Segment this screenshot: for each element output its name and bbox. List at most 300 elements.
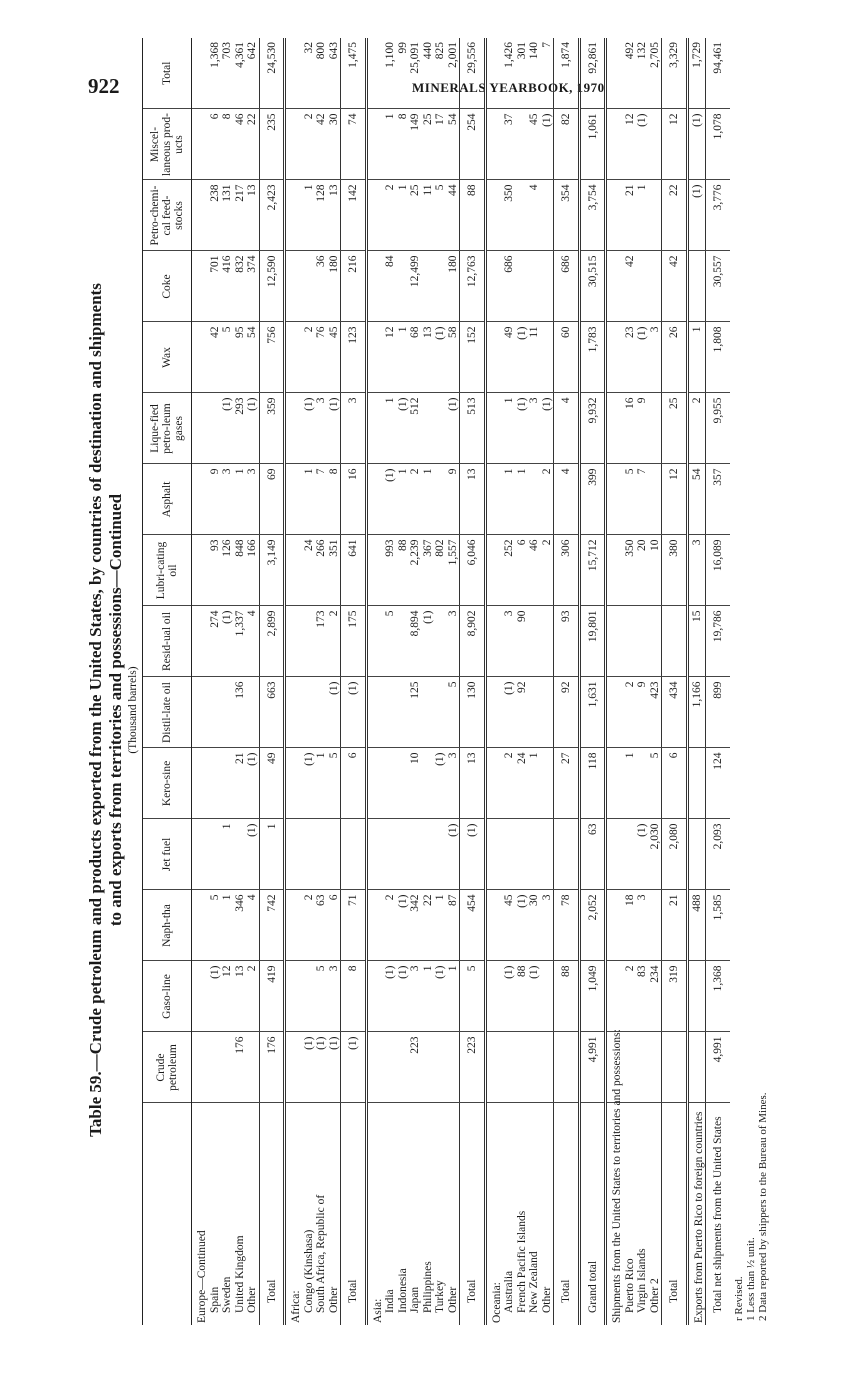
- table-cell: [485, 322, 503, 393]
- table-cell: 234: [649, 961, 662, 1032]
- table-cell: 2,030: [649, 819, 662, 890]
- table-cell: [303, 251, 316, 322]
- row-label: Philippines: [421, 1261, 434, 1313]
- table-cell: 2: [687, 393, 706, 464]
- table-cell: 17: [434, 109, 447, 180]
- table-cell: 1,368: [706, 961, 730, 1032]
- table-cell: 176: [259, 1032, 285, 1103]
- table-cell: 3: [528, 393, 541, 464]
- table-row: [447, 38, 460, 1325]
- row-label: Total: [554, 1103, 580, 1325]
- table-cell: 20: [636, 535, 649, 606]
- table-cell: 125: [409, 677, 422, 748]
- table-cell: 27: [554, 748, 580, 819]
- table-cell: 15,712: [579, 535, 606, 606]
- table-cell: [285, 890, 303, 961]
- row-label: United Kingdom: [233, 1235, 246, 1313]
- table-cell: [485, 251, 503, 322]
- column-header: Kero-sine: [143, 748, 192, 819]
- table-cell: 216: [341, 251, 367, 322]
- table-cell: 2,080: [662, 819, 688, 890]
- table-cell: 13: [460, 464, 486, 535]
- table-cell: (1): [341, 677, 367, 748]
- table-cell: [485, 535, 503, 606]
- table-cell: 1: [447, 961, 460, 1032]
- table-cell: (1): [503, 961, 516, 1032]
- table-cell: (1): [246, 748, 259, 819]
- table-row: [303, 38, 316, 1325]
- table-cell: 6: [328, 890, 341, 961]
- table-cell: 42: [662, 251, 688, 322]
- table-cell: 152: [460, 322, 486, 393]
- table-cell: (1): [246, 819, 259, 890]
- table-cell: 12,590: [259, 251, 285, 322]
- table-cell: 434: [662, 677, 688, 748]
- table-cell: 3: [447, 748, 460, 819]
- table-cell: 3,329: [662, 38, 688, 109]
- table-cell: [541, 961, 554, 1032]
- table-cell: [192, 677, 209, 748]
- table-cell: 1: [397, 322, 410, 393]
- table-cell: 686: [554, 251, 580, 322]
- table-cell: 13: [234, 961, 247, 1032]
- table-cell: [192, 890, 209, 961]
- table-cell: 3: [649, 322, 662, 393]
- table-cell: 3,776: [706, 180, 730, 251]
- table-cell: 10: [409, 748, 422, 819]
- table-cell: 13: [328, 180, 341, 251]
- table-cell: 1: [384, 109, 397, 180]
- table-cell: 24: [303, 535, 316, 606]
- table-cell: 5: [460, 961, 486, 1032]
- table-cell: 2: [541, 535, 554, 606]
- table-cell: 274: [209, 606, 222, 677]
- table-cell: (1): [397, 393, 410, 464]
- table-title-line-1: Table 59.—Crude petroleum and products exported from the United States, by countries of destination and shipments: [86, 283, 105, 1137]
- table-cell: 832: [234, 251, 247, 322]
- table-cell: [606, 677, 624, 748]
- table-cell: [384, 748, 397, 819]
- table-cell: 49: [503, 322, 516, 393]
- row-label: Other: [246, 1286, 258, 1313]
- row-label: Total: [341, 1103, 367, 1325]
- table-cell: 84: [384, 251, 397, 322]
- table-cell: 12: [662, 109, 688, 180]
- table-cell: (1): [384, 464, 397, 535]
- table-cell: 9,955: [706, 393, 730, 464]
- table-cell: 3: [541, 890, 554, 961]
- table-cell: 8,902: [460, 606, 486, 677]
- column-header: Wax: [143, 322, 192, 393]
- table-cell: 3: [315, 393, 328, 464]
- table-cell: [606, 890, 624, 961]
- table-cell: [192, 38, 209, 109]
- table-cell: 4: [554, 393, 580, 464]
- footnote: 1 Less than ½ unit.: [744, 1237, 757, 1321]
- table-cell: (1): [636, 322, 649, 393]
- table-cell: 25: [422, 109, 435, 180]
- table-cell: 21: [624, 180, 637, 251]
- table-cell: [422, 1032, 435, 1103]
- table-cell: 21: [662, 890, 688, 961]
- table-cell: 1: [315, 748, 328, 819]
- table-cell: 663: [259, 677, 285, 748]
- table-row: [606, 38, 624, 1325]
- table-cell: [528, 251, 541, 322]
- table-cell: [649, 464, 662, 535]
- table-cell: [303, 961, 316, 1032]
- table-cell: 2: [303, 322, 316, 393]
- row-label: Oceania:: [490, 1282, 503, 1323]
- table-row: [460, 38, 486, 1325]
- table-cell: [285, 393, 303, 464]
- column-header: Petro-chemi-cal feed-stocks: [143, 180, 192, 251]
- table-cell: 254: [460, 109, 486, 180]
- table-cell: 1: [303, 464, 316, 535]
- column-header: Resid-ual oil: [143, 606, 192, 677]
- table-cell: [422, 251, 435, 322]
- table-cell: 25: [662, 393, 688, 464]
- table-row: [259, 38, 285, 1325]
- table-cell: 1: [384, 393, 397, 464]
- row-label: Congo (Kinshasa): [302, 1229, 315, 1313]
- page-number: 922: [88, 74, 120, 98]
- column-header: Lubri-cating oil: [143, 535, 192, 606]
- table-cell: 2,239: [409, 535, 422, 606]
- table-cell: [366, 109, 384, 180]
- table-cell: 46: [528, 535, 541, 606]
- footnote: r Revised.: [732, 1276, 745, 1321]
- table-cell: 2,705: [649, 38, 662, 109]
- table-cell: [397, 819, 410, 890]
- table-cell: [485, 961, 503, 1032]
- table-cell: 416: [221, 251, 234, 322]
- table-cell: 49: [259, 748, 285, 819]
- table-cell: 45: [528, 109, 541, 180]
- table-cell: [209, 748, 222, 819]
- table-cell: [285, 677, 303, 748]
- table-cell: 2: [541, 464, 554, 535]
- table-cell: [366, 606, 384, 677]
- column-header: Lique-fied petro-leum gases: [143, 393, 192, 464]
- table-cell: 8: [328, 464, 341, 535]
- table-cell: 92,861: [579, 38, 606, 109]
- table-cell: 399: [579, 464, 606, 535]
- row-label: Total net shipments from the United States: [706, 1103, 730, 1325]
- table-cell: [516, 1032, 529, 1103]
- column-header: Asphalt: [143, 464, 192, 535]
- table-cell: 30: [528, 890, 541, 961]
- table-cell: [649, 251, 662, 322]
- table-cell: [528, 1032, 541, 1103]
- table-cell: 642: [246, 38, 259, 109]
- table-cell: 3: [409, 961, 422, 1032]
- table-cell: 3: [221, 464, 234, 535]
- table-cell: 44: [447, 180, 460, 251]
- table-cell: [649, 890, 662, 961]
- row-label: Other: [446, 1286, 459, 1313]
- table-cell: 1,426: [503, 38, 516, 109]
- table-cell: 235: [259, 109, 285, 180]
- table-cell: (1): [541, 393, 554, 464]
- table-cell: [422, 748, 435, 819]
- table-cell: [209, 1032, 222, 1103]
- column-header: Distil-late oil: [143, 677, 192, 748]
- table-row: [528, 38, 541, 1325]
- table-cell: [434, 1032, 447, 1103]
- table-cell: 1,100: [384, 38, 397, 109]
- table-cell: 686: [503, 251, 516, 322]
- table-cell: [366, 180, 384, 251]
- table-cell: (1): [516, 890, 529, 961]
- table-cell: (1): [687, 109, 706, 180]
- table-cell: 1,078: [706, 109, 730, 180]
- table-cell: [341, 819, 367, 890]
- table-cell: [606, 535, 624, 606]
- table-cell: 2: [624, 961, 637, 1032]
- table-row: [662, 38, 688, 1325]
- table-cell: 30,515: [579, 251, 606, 322]
- table-cell: 166: [246, 535, 259, 606]
- table-cell: 13: [460, 748, 486, 819]
- table-cell: 3: [328, 961, 341, 1032]
- table-cell: (1): [447, 819, 460, 890]
- table-cell: 5: [328, 748, 341, 819]
- table-cell: 22: [422, 890, 435, 961]
- table-cell: 87: [447, 890, 460, 961]
- table-cell: 9: [636, 393, 649, 464]
- table-cell: 18: [624, 890, 637, 961]
- table-row: [328, 38, 341, 1325]
- table-cell: [285, 1032, 303, 1103]
- table-cell: [624, 819, 637, 890]
- table-row: [341, 38, 367, 1325]
- table-row: [192, 38, 209, 1325]
- row-label: India: [384, 1289, 396, 1313]
- table-cell: 42: [209, 322, 222, 393]
- table-cell: 149: [409, 109, 422, 180]
- table-cell: 350: [624, 535, 637, 606]
- table-cell: 9: [636, 677, 649, 748]
- table-cell: [303, 677, 316, 748]
- table-cell: [192, 535, 209, 606]
- table-cell: [485, 677, 503, 748]
- table-cell: 22: [246, 109, 259, 180]
- table-cell: [384, 677, 397, 748]
- table-cell: [606, 464, 624, 535]
- table-cell: [528, 606, 541, 677]
- table-cell: 12,763: [460, 251, 486, 322]
- table-cell: [366, 38, 384, 109]
- table-cell: 367: [422, 535, 435, 606]
- row-label: Africa:: [290, 1290, 302, 1323]
- table-cell: [687, 819, 706, 890]
- table-cell: 306: [554, 535, 580, 606]
- table-cell: 252: [503, 535, 516, 606]
- table-cell: 1: [516, 464, 529, 535]
- table-cell: [541, 1032, 554, 1103]
- table-cell: 175: [341, 606, 367, 677]
- table-cell: [285, 251, 303, 322]
- table-cell: [541, 819, 554, 890]
- table-title-line-2: to and exports from territories and possessions—Continued: [106, 493, 125, 927]
- table-cell: 42: [315, 109, 328, 180]
- table-cell: 11: [422, 180, 435, 251]
- table-cell: 351: [328, 535, 341, 606]
- table-cell: 37: [503, 109, 516, 180]
- table-cell: 5: [315, 961, 328, 1032]
- table-cell: 180: [328, 251, 341, 322]
- table-cell: 4: [528, 180, 541, 251]
- table-cell: (1): [447, 393, 460, 464]
- table-cell: 131: [221, 180, 234, 251]
- table-cell: 8,894: [409, 606, 422, 677]
- table-cell: 380: [662, 535, 688, 606]
- row-label: Total: [662, 1103, 688, 1325]
- table-cell: 63: [579, 819, 606, 890]
- table-cell: (1): [328, 1032, 341, 1103]
- table-cell: 293: [234, 393, 247, 464]
- table-cell: 5: [447, 677, 460, 748]
- table-cell: 46: [234, 109, 247, 180]
- table-cell: [528, 677, 541, 748]
- row-label: Sweden: [221, 1276, 233, 1313]
- table-cell: [209, 819, 222, 890]
- table-cell: (1): [328, 393, 341, 464]
- table-cell: 2,093: [706, 819, 730, 890]
- table-cell: 63: [315, 890, 328, 961]
- table-row: [397, 38, 410, 1325]
- column-header: Total: [143, 38, 192, 109]
- table-cell: 3: [447, 606, 460, 677]
- table-cell: [606, 251, 624, 322]
- table-cell: [285, 109, 303, 180]
- table-cell: 5: [384, 606, 397, 677]
- column-header: Miscel-laneous prod-ucts: [143, 109, 192, 180]
- table-body: [192, 38, 730, 1325]
- table-cell: 92: [554, 677, 580, 748]
- table-cell: 350: [503, 180, 516, 251]
- table-cell: [315, 819, 328, 890]
- table-cell: 7: [315, 464, 328, 535]
- table-cell: [687, 251, 706, 322]
- table-cell: [528, 464, 541, 535]
- table-cell: [541, 180, 554, 251]
- table-cell: 359: [259, 393, 285, 464]
- column-header: Gaso-line: [143, 961, 192, 1032]
- row-label: South Africa, Republic of: [315, 1194, 327, 1313]
- table-cell: [422, 819, 435, 890]
- table-cell: 2: [328, 606, 341, 677]
- table-cell: [366, 819, 384, 890]
- table-cell: [397, 677, 410, 748]
- table-cell: (1): [303, 748, 316, 819]
- table-cell: (1): [434, 322, 447, 393]
- table-cell: (1): [528, 961, 541, 1032]
- table-cell: 6: [516, 535, 529, 606]
- export-table: [142, 38, 730, 1325]
- table-cell: [192, 464, 209, 535]
- table-cell: [554, 819, 580, 890]
- table-cell: 1,585: [706, 890, 730, 961]
- table-cell: [649, 606, 662, 677]
- table-cell: 513: [460, 393, 486, 464]
- row-label: Total: [460, 1103, 486, 1325]
- table-cell: [366, 1032, 384, 1103]
- table-cell: (1): [434, 961, 447, 1032]
- column-header: Naph-tha: [143, 890, 192, 961]
- table-cell: [649, 180, 662, 251]
- table-cell: 1: [397, 464, 410, 535]
- table-cell: 123: [341, 322, 367, 393]
- table-cell: (1): [516, 322, 529, 393]
- table-cell: 5: [624, 464, 637, 535]
- table-cell: [624, 1032, 637, 1103]
- table-cell: 1: [528, 748, 541, 819]
- table-row: [384, 38, 397, 1325]
- table-cell: (1): [221, 393, 234, 464]
- table-cell: 45: [503, 890, 516, 961]
- table-cell: 2,899: [259, 606, 285, 677]
- table-cell: [606, 109, 624, 180]
- table-cell: 1: [259, 819, 285, 890]
- table-cell: 641: [341, 535, 367, 606]
- table-cell: [516, 251, 529, 322]
- table-cell: 13: [246, 180, 259, 251]
- table-cell: [485, 748, 503, 819]
- table-cell: 2: [624, 677, 637, 748]
- table-cell: [687, 961, 706, 1032]
- table-cell: [516, 819, 529, 890]
- row-label: Total: [259, 1103, 285, 1325]
- table-cell: [636, 251, 649, 322]
- table-cell: [687, 1032, 706, 1103]
- table-cell: (1): [636, 109, 649, 180]
- table-row: [687, 38, 706, 1325]
- table-cell: [687, 748, 706, 819]
- table-cell: [192, 961, 209, 1032]
- table-cell: [221, 748, 234, 819]
- table-cell: 1: [234, 464, 247, 535]
- table-cell: 36: [315, 251, 328, 322]
- table-cell: 354: [554, 180, 580, 251]
- table-cell: 25: [409, 180, 422, 251]
- table-cell: [285, 322, 303, 393]
- table-title: [86, 135, 126, 1285]
- table-cell: 24: [516, 748, 529, 819]
- table-cell: [315, 677, 328, 748]
- table-row: [706, 38, 730, 1325]
- table-cell: 32: [303, 38, 316, 109]
- table-cell: (1): [516, 393, 529, 464]
- table-cell: 9: [209, 464, 222, 535]
- table-cell: (1): [246, 393, 259, 464]
- table-cell: [328, 819, 341, 890]
- column-header: [143, 1103, 192, 1325]
- table-cell: 1,874: [554, 38, 580, 109]
- table-cell: 346: [234, 890, 247, 961]
- table-cell: 756: [259, 322, 285, 393]
- table-cell: 74: [341, 109, 367, 180]
- table-cell: 16: [624, 393, 637, 464]
- table-row: [624, 38, 637, 1325]
- table-cell: 742: [259, 890, 285, 961]
- table-cell: (1): [397, 961, 410, 1032]
- column-header: Jet fuel: [143, 819, 192, 890]
- table-cell: 2,001: [447, 38, 460, 109]
- table-cell: [636, 748, 649, 819]
- table-cell: [447, 1032, 460, 1103]
